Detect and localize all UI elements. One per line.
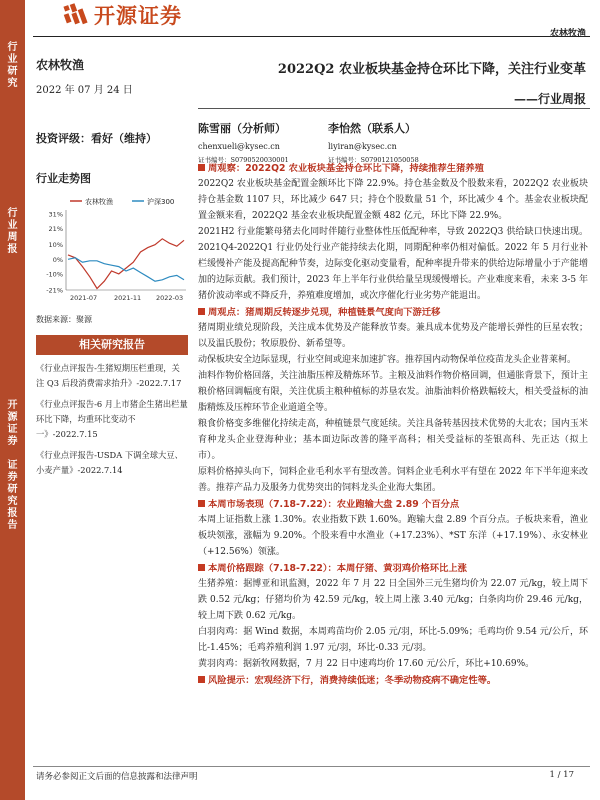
- paragraph: 2022Q2 农业板块基金配置金额环比下降 22.9%。持仓基金数及个股数来看，2022Q2 农业板块持仓基金数 1107 只，环比减少 647 只；持仓个股数量 51 个，环比减少 4 个。基金农业板块配置金额来看，2022Q2 基金农业板块配置金额 482 亿元，环比下降 22.9%。: [198, 179, 588, 221]
- paragraph: 动保板块安全边际显现，行业空间或迎来加速扩容。推荐国内动物保单位疫苗龙头企业普莱柯。: [198, 355, 577, 365]
- footer-disclaimer[interactable]: 请务必参阅正文后面的信息披露和法律声明: [36, 772, 198, 782]
- bullet-square-icon: [198, 164, 205, 171]
- bullet-square-icon: [198, 564, 205, 571]
- chart-source: 数据来源：聚源: [36, 315, 92, 324]
- section-heading: 本周价格跟踪（7.18-7.22）：本周仔猪、黄羽鸡价格环比上涨: [198, 562, 588, 576]
- report-date: 2022 年 07 月 24 日: [36, 85, 133, 96]
- series-line: [68, 258, 184, 281]
- related-report-item[interactable]: 《行业点评报告-USDA 下调全球大豆、小麦产量》-2022.7.14: [36, 450, 183, 475]
- x-tick-label: 2022-03: [156, 294, 184, 302]
- author-name: 李怡然（联系人）: [328, 122, 416, 135]
- industry-trend-chart: [36, 194, 188, 306]
- related-reports-heading: 相关研究报告: [36, 335, 188, 355]
- y-tick-label: 0%: [52, 255, 63, 264]
- section-heading: 周观点：猪周期反转逐步兑现，种植链景气度向下游迁移: [198, 306, 588, 320]
- logo-text: 开源证券: [94, 4, 182, 28]
- series-line: [68, 239, 184, 289]
- sidebar-char: 证: [7, 460, 18, 471]
- paragraph: 粮食价格变多维催化持续走高，种植链景气度延续。关注具备转基因技术优势的大北农；国内玉米育种龙头企业登海种业；基本面边际改善的隆平高科；相关受益标的荃银高科、先正达（拟上市）。: [198, 419, 588, 461]
- sidebar-block-kysec-report: [0, 400, 25, 532]
- sidebar-char: 告: [7, 520, 18, 531]
- sidebar-char: 行: [7, 42, 18, 53]
- header-category: 农林牧渔: [549, 29, 586, 39]
- related-report-item[interactable]: 《行业点评报告-6 月上市猪企生猪出栏量环比下降，均重环比变动不一》-2022.7.15: [36, 399, 188, 439]
- trend-chart-title: 行业走势图: [36, 172, 91, 185]
- y-tick-label: 21%: [48, 225, 63, 234]
- author-cert: 证书编号：S0790121050058: [328, 156, 419, 164]
- title-divider: [198, 108, 590, 109]
- sidebar-char: 究: [7, 496, 18, 507]
- sidebar-char: 研: [7, 66, 18, 77]
- sidebar-char: 周: [7, 232, 18, 243]
- sidebar-char: 券: [7, 436, 18, 447]
- author-email[interactable]: liyiran@kysec.cn: [328, 142, 397, 151]
- sidebar-block-weekly: [0, 208, 25, 256]
- bullet-square-icon: [198, 308, 205, 315]
- legend-label: 沪深300: [147, 198, 175, 206]
- bullet-square-icon: [198, 500, 205, 507]
- related-report-item[interactable]: 《行业点评报告-生猪短期压栏重现，关注 Q3 后段消费需求抬升》-2022.7.17: [36, 363, 182, 388]
- sidebar-char: 业: [7, 220, 18, 231]
- y-tick-label: 10%: [48, 241, 63, 250]
- sidebar-char: 报: [7, 244, 18, 255]
- paragraph: 原料价格掉头向下，饲料企业毛利水平有望改善。饲料企业毛利水平有望在 2022 年下半年迎来改善。推荐产品力及服务力优势突出的饲料龙头企业海大集团。: [198, 467, 588, 493]
- kysec-logo-icon: [62, 3, 88, 27]
- y-tick-label: -21%: [46, 286, 63, 295]
- sidebar-char: 行: [7, 208, 18, 219]
- y-tick-label: -10%: [46, 270, 63, 279]
- sidebar-char: 业: [7, 54, 18, 65]
- header-divider: [33, 36, 590, 37]
- paragraph: 猪周期业绩兑现阶段，关注成本优势及产能释放节奏。兼具成本优势及产能增长弹性的巨星农牧；以及温氏股份；牧原股份、新希望等。: [198, 323, 588, 349]
- sidebar-char: 开: [7, 400, 18, 411]
- footer-divider: [33, 766, 590, 767]
- paragraph: 生猪养殖：据博亚和讯监测，2022 年 7 月 22 日全国外三元生猪均价为 22.07 元/kg，较上周下跌 0.52 元/kg；仔猪均价为 42.59 元/kg，较上周上涨 3.40 元/kg；白条肉均价 29.46 元/kg，较上周下跌 0.62 元/kg。: [198, 579, 588, 621]
- report-series: ——行业周报: [513, 92, 586, 106]
- sidebar-char: [0, 448, 25, 460]
- author-card: [328, 120, 488, 164]
- author-name: 陈雪丽（分析师）: [198, 122, 286, 135]
- x-tick-label: 2021-11: [114, 294, 142, 302]
- main-content: [198, 162, 588, 688]
- report-title: 2022Q2 农业板块基金持仓环比下降，关注行业变革: [277, 62, 586, 77]
- company-logo: [62, 2, 182, 28]
- sidebar-char: 究: [7, 78, 18, 89]
- sidebar-char: 源: [7, 412, 18, 423]
- industry-category: 农林牧渔: [36, 58, 85, 72]
- bullet-square-icon: [198, 676, 205, 683]
- paragraph: 油料作物价格回落，关注油脂压榨及精炼环节。主粮及油料作物价格回调，但通胀背景下，预计主粮价格回调幅度有限，关注优质主粮种植标的苏垦农发。油脂油料价格跌幅较大，相关受益标的油脂精炼及压榨环节企业道道全等。: [198, 371, 588, 413]
- sidebar-block-industry-research: [0, 42, 25, 90]
- section-heading: 本周市场表现（7.18-7.22）：农业跑输大盘 2.89 个百分点: [198, 498, 588, 512]
- left-column: [36, 56, 188, 478]
- legend-label: 农林牧渔: [85, 198, 113, 206]
- author-cert: 证书编号：S0790520030001: [198, 156, 289, 164]
- sidebar-char: 证: [7, 424, 18, 435]
- paragraph: 本周上证指数上涨 1.30%。农业指数下跌 1.60%。跑输大盘 2.89 个百分点。子板块来看，渔业板块领涨，涨幅为 9.20%。个股来看中水渔业（+17.23%）、*ST 东洋（+17.19%）、永安林业（+12.56%）领涨。: [198, 515, 588, 557]
- sidebar-char: 报: [7, 508, 18, 519]
- author-email[interactable]: chenxueli@kysec.cn: [198, 142, 280, 151]
- x-tick-label: 2021-07: [70, 294, 98, 302]
- paragraph: 白羽肉鸡：据 Wind 数据，本周鸡苗均价 2.05 元/羽，环比-5.09%；毛鸡均价 9.54 元/公斤，环比-1.45%；毛鸡养殖利润 1.97 元/羽，环比-0.33 元/羽。: [198, 627, 588, 653]
- sidebar-char: 券: [7, 472, 18, 483]
- y-tick-label: 31%: [48, 210, 63, 219]
- left-sidebar: [0, 0, 25, 800]
- paragraph: 2021H2 行业能繁母猪去化同时伴随行业整体性压低配种率，导致 2022Q3 供给缺口快速出现。2021Q4-2022Q1 行业仍处行业产能持续去化期，同期配种率仍相对偏低。2022 年 5 月行业补栏缓慢补产能及提高配种节奏，边际变化驱动变量看，配种率提升带来的供给边际增量小于产能增加的边际贡献。我们预计，2023 年上半年行业供给量呈现缓慢增长。产业难度来看，未来 3-5 年猪价波动率或不降反升，养殖难度增加，或次序催化行业劣势产能退出。: [198, 227, 588, 301]
- section-heading: 周观察：2022Q2 农业板块基金持仓环比下降，持续推荐生猪养殖: [198, 162, 588, 176]
- page-number: 1 / 17: [549, 770, 574, 780]
- sidebar-char: 研: [7, 484, 18, 495]
- section-heading: 风险提示：宏观经济下行，消费持续低迷；冬季动物疫病不确定性等。: [198, 674, 588, 688]
- investment-rating: 投资评级：看好（维持）: [36, 132, 157, 145]
- paragraph: 黄羽肉鸡：据新牧网数据，7 月 22 日中速鸡均价 17.60 元/公斤，环比+10.69%。: [198, 659, 535, 669]
